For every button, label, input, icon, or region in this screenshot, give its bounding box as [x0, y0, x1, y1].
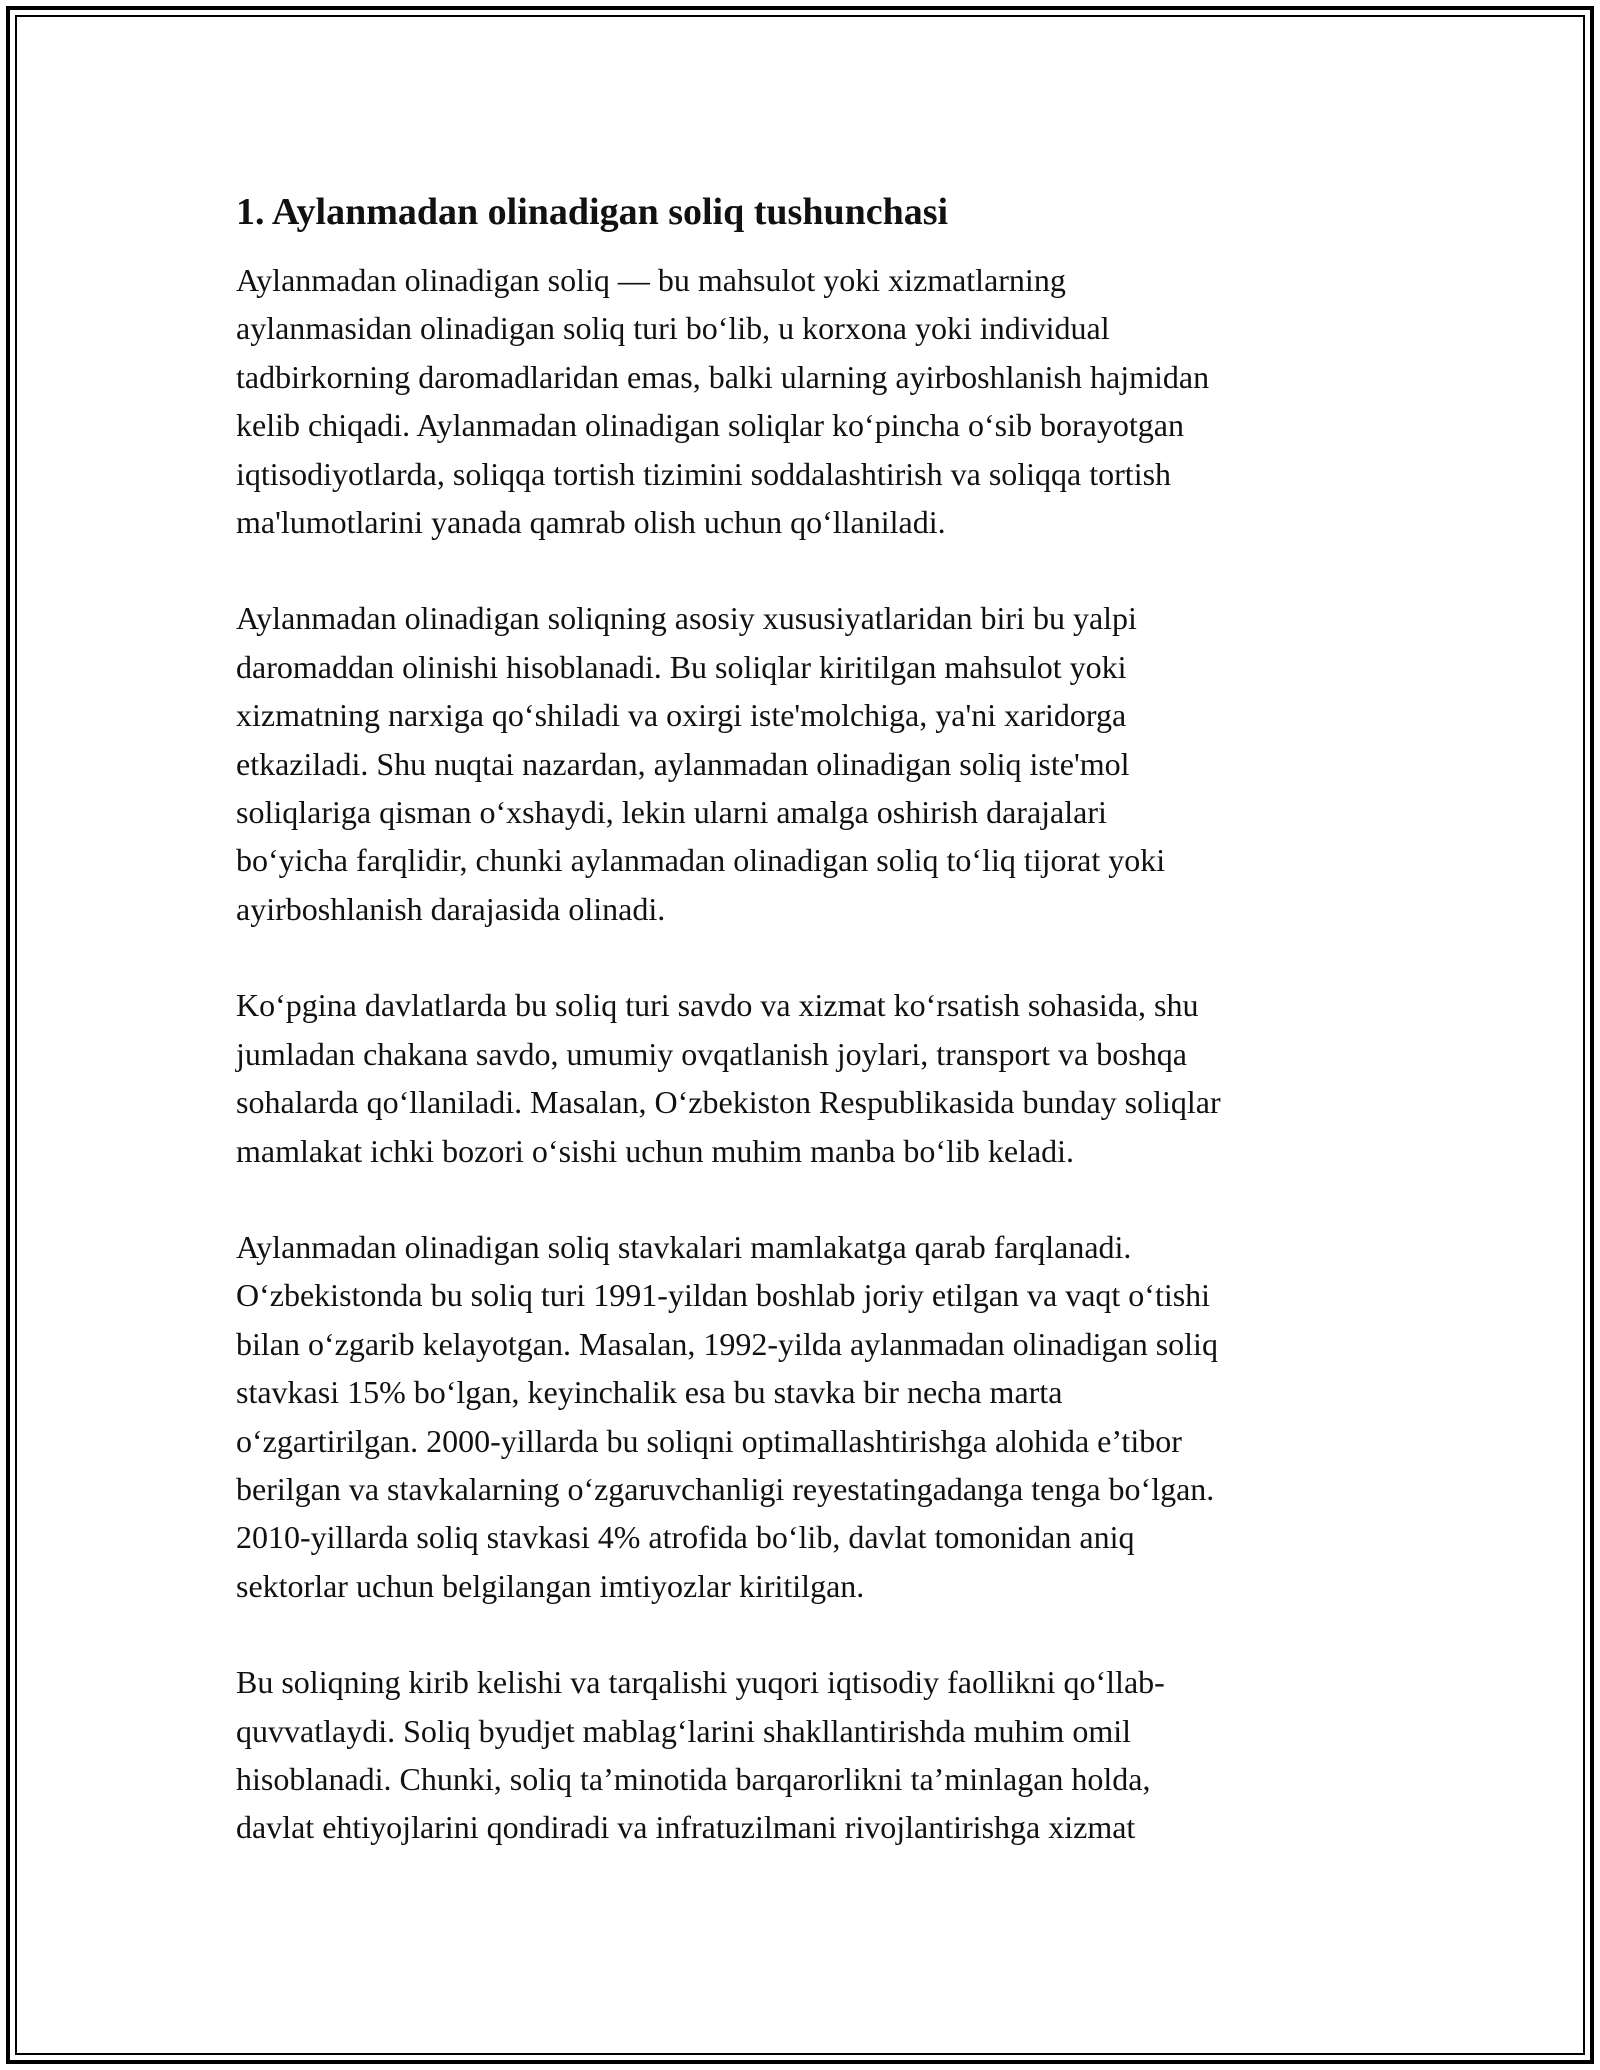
text-line: berilgan va stavkalarning o‘zgaruvchanligi reyestatingadanga tenga bo‘lgan.: [236, 1470, 1215, 1507]
document-body: [236, 186, 1376, 1900]
text-line: mamlakat ichki bozori o‘sishi uchun muhim manba bo‘lib keladi.: [236, 1132, 1075, 1169]
text-line: 2010-yillarda soliq stavkasi 4% atrofida bo‘lib, davlat tomonidan aniq: [236, 1519, 1135, 1556]
text-line: bilan o‘zgarib kelayotgan. Masalan, 1992-yilda aylanmadan olinadigan soliq: [236, 1325, 1218, 1362]
text-line: sohalarda qo‘llaniladi. Masalan, O‘zbekiston Respublikasida bunday soliqlar: [236, 1084, 1221, 1121]
text-line: ma'lumotlarini yanada qamrab olish uchun qo‘llaniladi.: [236, 504, 946, 541]
text-line: etkaziladi. Shu nuqtai nazardan, aylanmadan olinadigan soliq iste'mol: [236, 745, 1130, 782]
text-line: ayirboshlanish darajasida olinadi.: [236, 890, 666, 927]
paragraph-5: [236, 1658, 1376, 1852]
text-line: xizmatning narxiga qo‘shiladi va oxirgi iste'molchiga, ya'ni xaridorga: [236, 697, 1127, 734]
text-line: Ko‘pgina davlatlarda bu soliq turi savdo va xizmat ko‘rsatish sohasida, shu: [236, 987, 1199, 1024]
paragraph-2: [236, 594, 1376, 933]
text-line: sektorlar uchun belgilangan imtiyozlar kiritilgan.: [236, 1567, 865, 1604]
text-line: iqtisodiyotlarda, soliqqa tortish tizimini soddalashtirish va soliqqa tortish: [236, 455, 1172, 492]
paragraph-1: [236, 256, 1376, 546]
text-line: stavkasi 15% bo‘lgan, keyinchalik esa bu stavka bir necha marta: [236, 1374, 1063, 1411]
section-heading: 1. Aylanmadan olinadigan soliq tushunchasi: [236, 191, 949, 233]
text-line: jumladan chakana savdo, umumiy ovqatlanish joylari, transport va boshqa: [236, 1035, 1187, 1072]
paragraph-3: [236, 981, 1376, 1175]
text-line: quvvatlaydi. Soliq byudjet mablag‘larini shakllantirishda muhim omil: [236, 1712, 1131, 1749]
text-line: O‘zbekistonda bu soliq turi 1991-yildan boshlab joriy etilgan va vaqt o‘tishi: [236, 1277, 1211, 1314]
text-line: Aylanmadan olinadigan soliqning asosiy xususiyatlaridan biri bu yalpi: [236, 600, 1137, 637]
text-line: o‘zgartirilgan. 2000-yillarda bu soliqni optimallashtirishga alohida e’tibor: [236, 1422, 1182, 1459]
text-line: tadbirkorning daromadlaridan emas, balki ularning ayirboshlanish hajmidan: [236, 358, 1210, 395]
text-line: soliqlariga qisman o‘xshaydi, lekin ularni amalga oshirish darajalari: [236, 794, 1107, 831]
text-line: aylanmasidan olinadigan soliq turi bo‘lib, u korxona yoki individual: [236, 310, 1110, 347]
text-line: Bu soliqning kirib kelishi va tarqalishi yuqori iqtisodiy faollikni qo‘llab-: [236, 1664, 1165, 1701]
text-line: bo‘yicha farqlidir, chunki aylanmadan olinadigan soliq to‘liq tijorat yoki: [236, 842, 1166, 879]
text-line: kelib chiqadi. Aylanmadan olinadigan soliqlar ko‘pincha o‘sib borayotgan: [236, 407, 1184, 444]
text-line: Aylanmadan olinadigan soliq stavkalari mamlakatga qarab farqlanadi.: [236, 1228, 1132, 1265]
text-line: Aylanmadan olinadigan soliq — bu mahsulot yoki xizmatlarning: [236, 262, 1066, 298]
text-line: hisoblanadi. Chunki, soliq ta’minotida barqarorlikni ta’minlagan holda,: [236, 1760, 1151, 1797]
text-line: daromaddan olinishi hisoblanadi. Bu soliqlar kiritilgan mahsulot yoki: [236, 648, 1127, 685]
text-line: davlat ehtiyojlarini qondiradi va infratuzilmani rivojlantirishga xizmat: [236, 1809, 1136, 1846]
paragraph-4: [236, 1223, 1376, 1610]
